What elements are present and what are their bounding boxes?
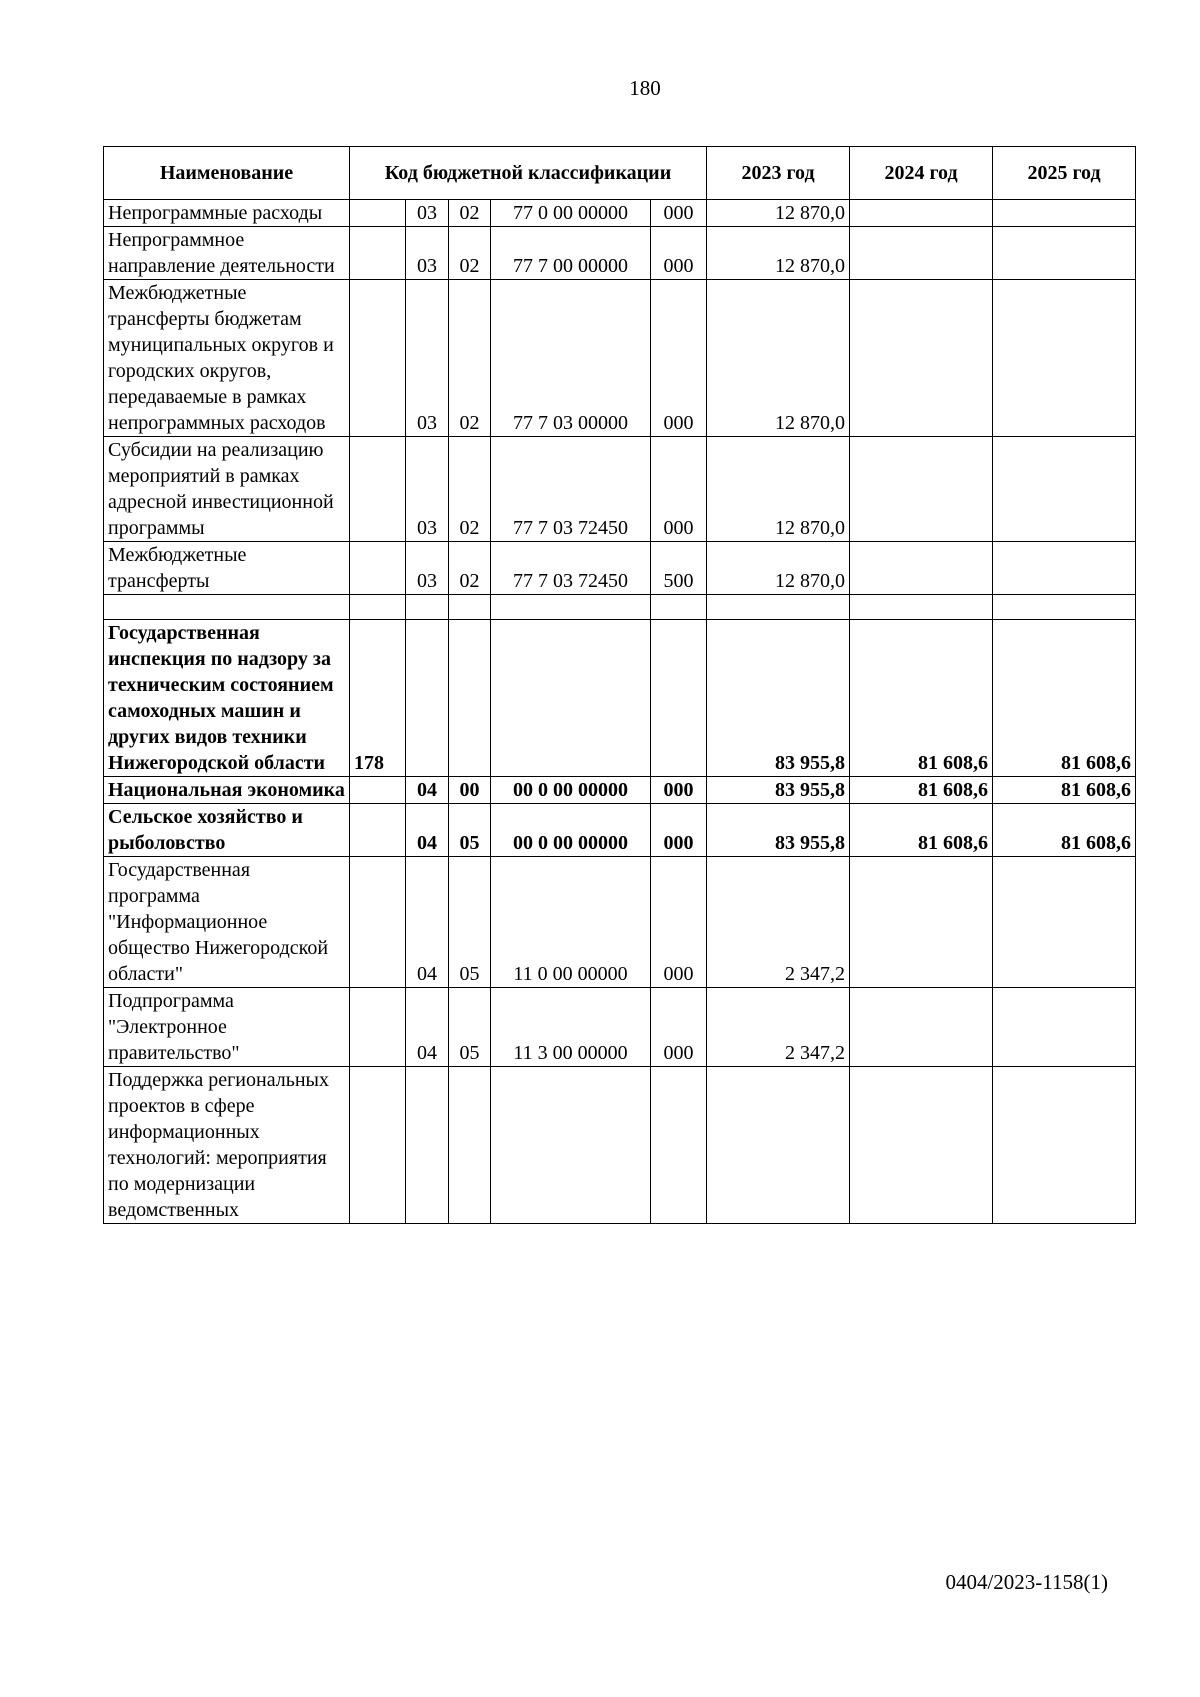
row-vr: 000 [651, 200, 707, 227]
row-name: Непрограммное направление деятельности [104, 227, 350, 280]
row-pr: 02 [449, 542, 491, 595]
row-vr: 000 [651, 227, 707, 280]
row-pr: 02 [449, 227, 491, 280]
row-name: Подпрограмма "Электронное правительство" [104, 988, 350, 1067]
row-2024 [850, 437, 993, 542]
row-2023: 2 347,2 [707, 988, 850, 1067]
row-vr: 000 [651, 857, 707, 988]
row-vr: 000 [651, 437, 707, 542]
row-2025 [993, 542, 1136, 595]
row-pr: 05 [449, 988, 491, 1067]
row-csr [491, 620, 651, 777]
row-vr: 000 [651, 804, 707, 857]
row-name: Межбюджетные трансферты [104, 542, 350, 595]
row-pr: 05 [449, 804, 491, 857]
row-rz: 03 [406, 280, 449, 437]
row-2023: 12 870,0 [707, 280, 850, 437]
header-name: Наименование [104, 147, 350, 200]
row-csr: 77 0 00 00000 [491, 200, 651, 227]
row-pr [449, 620, 491, 777]
row-pr: 05 [449, 857, 491, 988]
row-pr: 02 [449, 437, 491, 542]
row-2024 [850, 200, 993, 227]
row-2023: 2 347,2 [707, 857, 850, 988]
row-rz: 04 [406, 857, 449, 988]
table-row [104, 542, 1136, 595]
row-2024 [850, 227, 993, 280]
row-csr: 77 7 03 72450 [491, 542, 651, 595]
row-rz: 04 [406, 804, 449, 857]
row-2025 [993, 200, 1136, 227]
row-grbs [350, 988, 406, 1067]
row-grbs [350, 857, 406, 988]
row-rz: 03 [406, 200, 449, 227]
row-vr: 000 [651, 988, 707, 1067]
row-2024: 81 608,6 [850, 620, 993, 777]
row-name: Непрограммные расходы [104, 200, 350, 227]
row-name: Поддержка региональных проектов в сфере информационных технологий: мероприятия по модернизации ведомственных [104, 1067, 350, 1224]
row-2023: 12 870,0 [707, 542, 850, 595]
header-2025: 2025 год [993, 147, 1136, 200]
row-2024 [850, 1067, 993, 1224]
row-vr: 000 [651, 777, 707, 804]
row-2023: 12 870,0 [707, 200, 850, 227]
row-2025 [993, 227, 1136, 280]
row-2024 [850, 857, 993, 988]
row-2023: 12 870,0 [707, 437, 850, 542]
row-2025 [993, 437, 1136, 542]
row-name: Субсидии на реализацию мероприятий в рамках адресной инвестиционной программы [104, 437, 350, 542]
row-2024 [850, 542, 993, 595]
row-rz: 03 [406, 437, 449, 542]
table-header-row [104, 147, 1136, 200]
page-number: 180 [629, 76, 661, 100]
row-2025: 81 608,6 [993, 620, 1136, 777]
row-grbs [350, 280, 406, 437]
table-row [104, 988, 1136, 1067]
document-id: 0404/2023-1158(1) [945, 1570, 1108, 1594]
row-vr: 500 [651, 542, 707, 595]
row-grbs [350, 777, 406, 804]
row-grbs [350, 1067, 406, 1224]
row-name: Государственная программа "Информационное общество Нижегородской области" [104, 857, 350, 988]
row-2024 [850, 280, 993, 437]
table-row [104, 804, 1136, 857]
row-rz: 03 [406, 542, 449, 595]
row-csr: 77 7 00 00000 [491, 227, 651, 280]
budget-table [103, 146, 1136, 1224]
row-pr: 02 [449, 200, 491, 227]
row-rz: 03 [406, 227, 449, 280]
row-csr [491, 1067, 651, 1224]
row-pr [449, 1067, 491, 1224]
row-2025: 81 608,6 [993, 777, 1136, 804]
row-grbs [350, 804, 406, 857]
table-row [104, 280, 1136, 437]
row-grbs [350, 200, 406, 227]
row-2025 [993, 1067, 1136, 1224]
row-pr: 00 [449, 777, 491, 804]
row-csr: 11 3 00 00000 [491, 988, 651, 1067]
row-csr: 11 0 00 00000 [491, 857, 651, 988]
row-rz [406, 1067, 449, 1224]
row-2025 [993, 280, 1136, 437]
row-rz: 04 [406, 777, 449, 804]
row-2025 [993, 857, 1136, 988]
table-row [104, 620, 1136, 777]
row-2024: 81 608,6 [850, 777, 993, 804]
row-rz: 04 [406, 988, 449, 1067]
table-row [104, 857, 1136, 988]
row-name: Межбюджетные трансферты бюджетам муниципальных округов и городских округов, передаваемые в рамках непрограммных расходов [104, 280, 350, 437]
header-2024: 2024 год [850, 147, 993, 200]
header-2023: 2023 год [707, 147, 850, 200]
row-csr: 77 7 03 72450 [491, 437, 651, 542]
row-name: Сельское хозяйство и рыболовство [104, 804, 350, 857]
row-2023 [707, 1067, 850, 1224]
row-2023: 83 955,8 [707, 777, 850, 804]
row-csr: 00 0 00 00000 [491, 804, 651, 857]
row-2025: 81 608,6 [993, 804, 1136, 857]
row-csr: 77 7 03 00000 [491, 280, 651, 437]
row-2024: 81 608,6 [850, 804, 993, 857]
row-grbs [350, 542, 406, 595]
row-2024 [850, 988, 993, 1067]
row-pr: 02 [449, 280, 491, 437]
row-name: Государственная инспекция по надзору за техническим состоянием самоходных машин и других видов техники Нижегородской области [104, 620, 350, 777]
row-2023: 12 870,0 [707, 227, 850, 280]
table-row [104, 1067, 1136, 1224]
row-2023: 83 955,8 [707, 620, 850, 777]
table-row [104, 200, 1136, 227]
row-2025 [993, 988, 1136, 1067]
row-name: Национальная экономика [104, 777, 350, 804]
table-row [104, 437, 1136, 542]
row-rz [406, 620, 449, 777]
empty-row [104, 595, 1136, 620]
row-grbs: 178 [350, 620, 406, 777]
row-csr: 00 0 00 00000 [491, 777, 651, 804]
row-grbs [350, 437, 406, 542]
table-row [104, 227, 1136, 280]
row-2023: 83 955,8 [707, 804, 850, 857]
row-grbs [350, 227, 406, 280]
table-row [104, 777, 1136, 804]
header-code: Код бюджетной классификации [350, 147, 707, 200]
row-vr [651, 620, 707, 777]
row-vr: 000 [651, 280, 707, 437]
row-vr [651, 1067, 707, 1224]
